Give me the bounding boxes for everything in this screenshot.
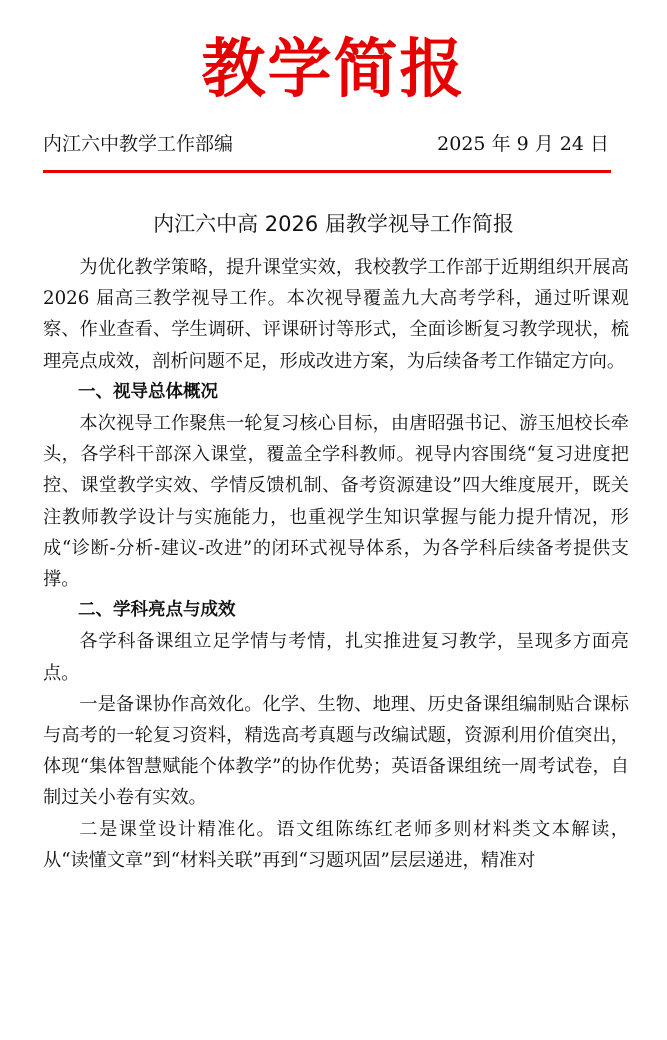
- highlight-collaboration-paragraph: 一是备课协作高效化。化学、生物、地理、历史备课组编制贴合课标与高考的一轮复习资料，精选高考真题与改编试题，资源利用价值突出，体现“集体智慧赋能个体教学”的协作优势；英语备课组统一周考试卷，自制过关小卷有实效。: [43, 693, 629, 809]
- masthead-divider: [43, 170, 611, 173]
- highlight-classroom-paragraph: 二是课堂设计精准化。语文组陈练红老师多则材料类文本解读，从“读懂文章”到“材料关联”再到“习题巩固”层层递进，精准对: [43, 818, 629, 871]
- issue-date: 2025 年 9 月 24 日: [437, 133, 609, 155]
- section-heading-highlights: 二、学科亮点与成效: [78, 600, 236, 621]
- section-heading-overview: 一、视导总体概况: [78, 381, 218, 402]
- masthead-title: 教学简报: [201, 32, 466, 107]
- article-body: [43, 252, 629, 876]
- article-title: 内江六中高 2026 届教学视导工作简报: [153, 212, 514, 236]
- editor-label: 内江六中教学工作部编: [43, 133, 234, 155]
- overview-paragraph: 本次视导工作聚焦一轮复习核心目标，由唐昭强书记、游玉旭校长牵头，各学科干部深入课堂，覆盖全学科教师。视导内容围绕“复习进度把控、课堂教学实效、学情反馈机制、备考资源建设”四大维度展开，既关注教师教学设计与实施能力，也重视学生知识掌握与能力提升情况，形成“诊断-分析-建议-改进”的闭环式视导体系，为各学科后续备考提供支撑。: [43, 413, 629, 591]
- masthead-meta: [43, 130, 609, 158]
- intro-paragraph: 为优化教学策略，提升课堂实效，我校教学工作部于近期组织开展高 2026 届高三教学视导工作。本次视导覆盖九大高考学科，通过听课观察、作业查看、学生调研、评课研讨等形式，全面诊断复习教学现状，梳理亮点成效，剖析问题不足，形成改进方案，为后续备考工作锚定方向。: [43, 257, 629, 372]
- highlights-paragraph: 各学科备课组立足学情与考情，扎实推进复习教学，呈现多方面亮点。: [43, 631, 629, 684]
